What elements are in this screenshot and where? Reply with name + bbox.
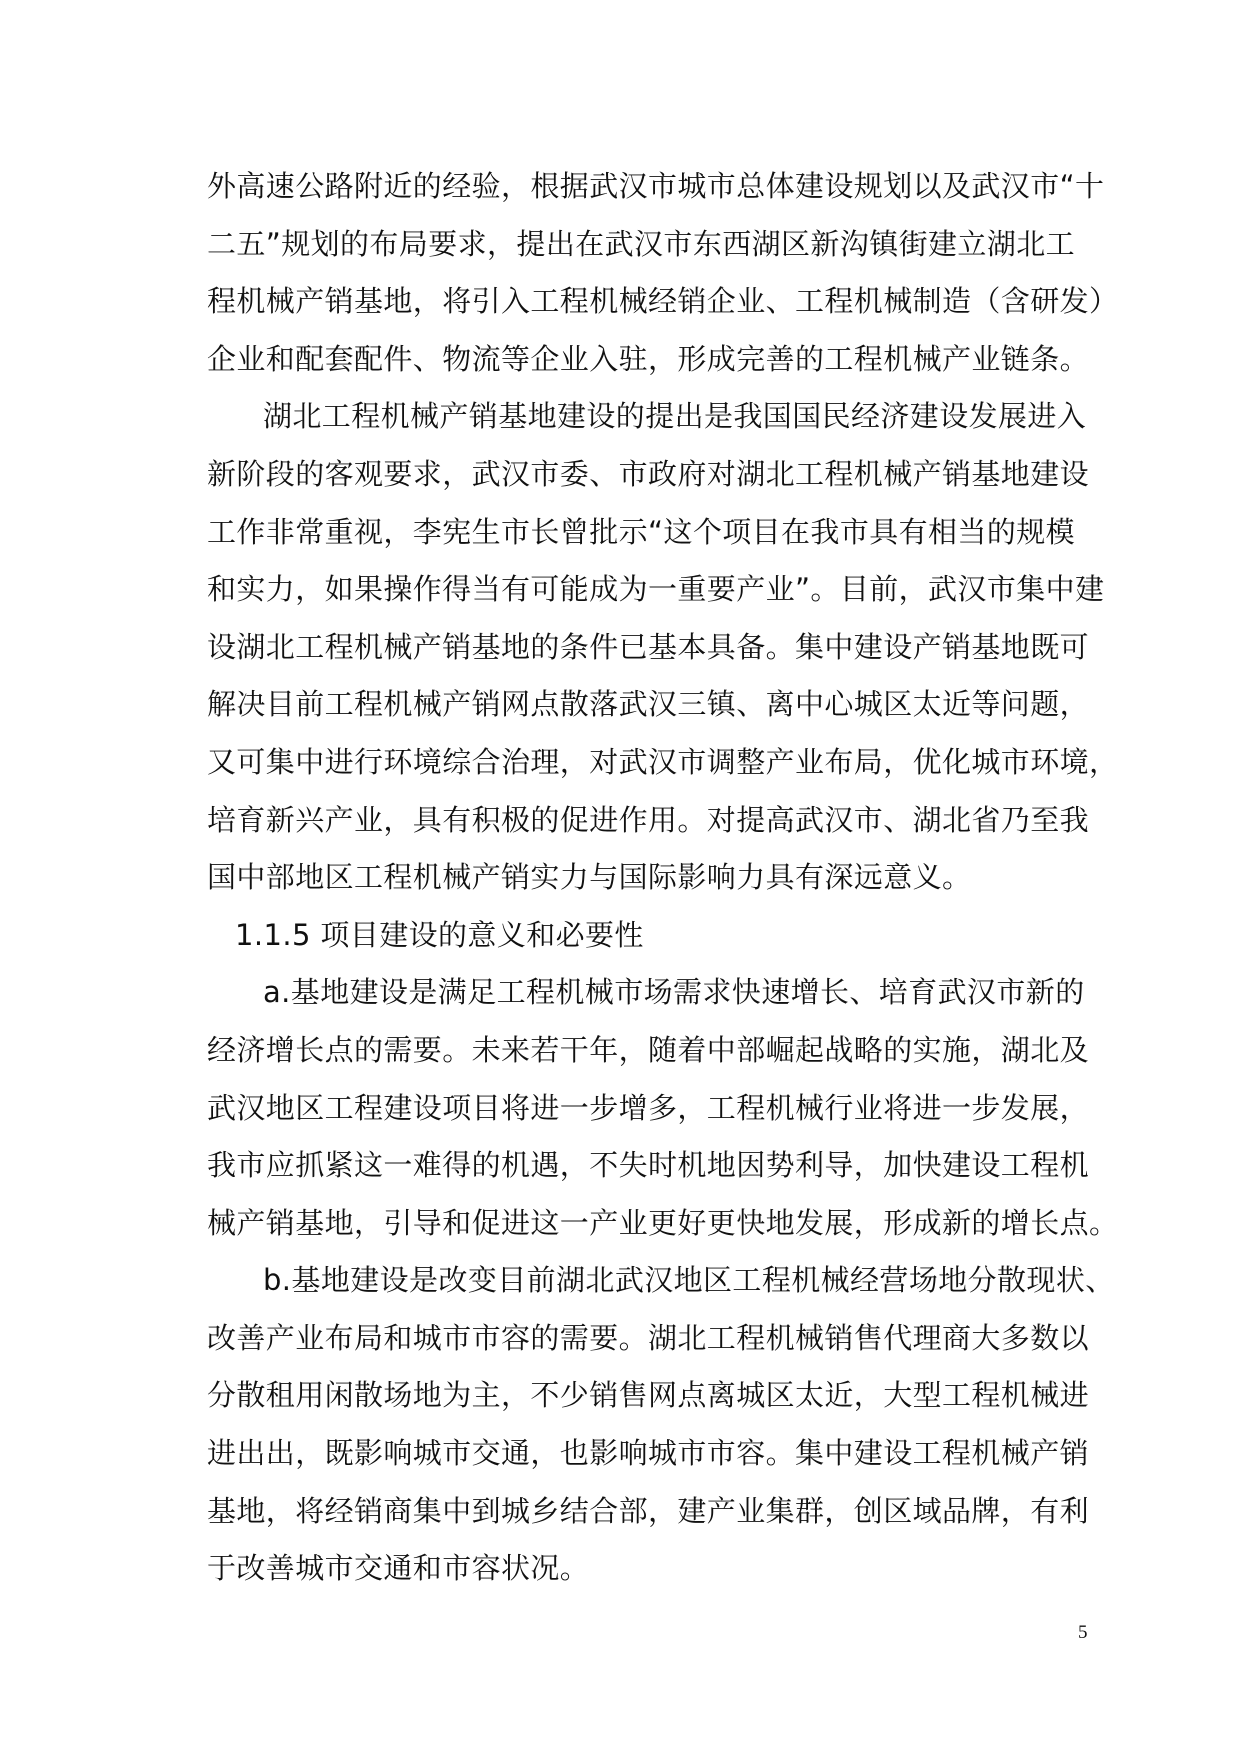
- text-line: 武汉地区工程建设项目将进一步增多，工程机械行业将进一步发展，: [207, 1090, 1090, 1125]
- text-line: 改善产业布局和城市市容的需要。湖北工程机械销售代理商大多数以: [207, 1320, 1090, 1355]
- text-line: 我市应抓紧这一难得的机遇，不失时机地因势利导，加快建设工程机: [207, 1148, 1090, 1183]
- text-line: 新阶段的客观要求，武汉市委、市政府对湖北工程机械产销基地建设: [207, 456, 1090, 491]
- text-line: 培育新兴产业，具有积极的促进作用。对提高武汉市、湖北省乃至我: [207, 802, 1090, 837]
- text-line: 程机械产销基地，将引入工程机械经销企业、工程机械制造（含研发）: [207, 284, 1119, 319]
- text-line: 企业和配套配件、物流等企业入驻，形成完善的工程机械产业链条。: [207, 341, 1090, 376]
- section-heading: 1.1.5 项目建设的意义和必要性: [235, 917, 644, 952]
- text-line: 又可集中进行环境综合治理，对武汉市调整产业布局，优化城市环境，: [207, 744, 1119, 779]
- text-line: 设湖北工程机械产销基地的条件已基本具备。集中建设产销基地既可: [207, 629, 1090, 664]
- text-line: 外高速公路附近的经验，根据武汉市城市总体建设规划以及武汉市“十: [207, 169, 1105, 203]
- text-line: 国中部地区工程机械产销实力与国际影响力具有深远意义。: [207, 860, 972, 895]
- body-text: [207, 158, 1119, 1598]
- text-line: 二五”规划的布局要求，提出在武汉市东西湖区新沟镇街建立湖北工: [207, 226, 1076, 261]
- text-line: 械产销基地，引导和促进这一产业更好更快地发展，形成新的增长点。: [207, 1205, 1119, 1240]
- page-number: 5: [1078, 1622, 1088, 1643]
- text-line: 分散租用闲散场地为主，不少销售网点离城区太近，大型工程机械进: [207, 1378, 1090, 1413]
- paragraph-first-line: a.基地建设是满足工程机械市场需求快速增长、培育武汉市新的: [263, 975, 1085, 1010]
- text-line: 基地，将经销商集中到城乡结合部，建产业集群，创区域品牌，有利: [207, 1493, 1090, 1528]
- paragraph-first-line: b.基地建设是改变目前湖北武汉地区工程机械经营场地分散现状、: [263, 1263, 1115, 1298]
- text-line: 和实力，如果操作得当有可能成为一重要产业”。目前，武汉市集中建: [207, 572, 1105, 607]
- text-line: 经济增长点的需要。未来若干年，随着中部崛起战略的实施，湖北及: [207, 1032, 1090, 1067]
- text-line: 进出出，既影响城市交通，也影响城市市容。集中建设工程机械产销: [207, 1436, 1090, 1471]
- paragraph-first-line: 湖北工程机械产销基地建设的提出是我国国民经济建设发展进入: [263, 399, 1087, 434]
- text-line: 工作非常重视，李宪生市长曾批示“这个项目在我市具有相当的规模: [207, 514, 1076, 549]
- text-line: 于改善城市交通和市容状况。: [207, 1551, 590, 1586]
- text-line: 解决目前工程机械产销网点散落武汉三镇、离中心城区太近等问题，: [207, 687, 1090, 722]
